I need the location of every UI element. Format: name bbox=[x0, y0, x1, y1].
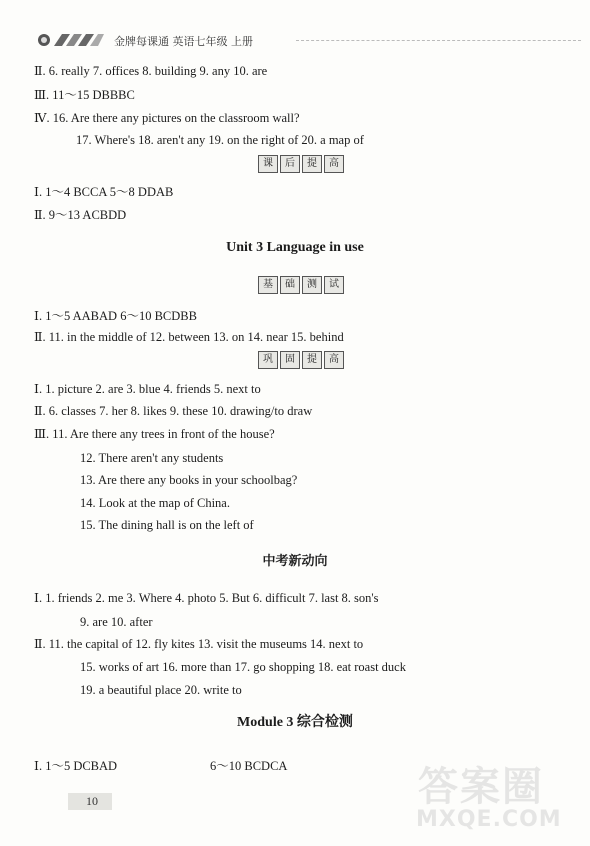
unit-title: Unit 3 Language in use bbox=[226, 240, 364, 255]
badge-char: 提 bbox=[302, 155, 322, 173]
book-title: 金牌每课通 英语七年级 上册 bbox=[114, 35, 253, 48]
section-badge-consolidate bbox=[258, 351, 344, 369]
answer-line: Ⅲ. 11. Are there any trees in front of the house? bbox=[34, 427, 275, 441]
badge-char: 试 bbox=[324, 276, 344, 294]
watermark-url: MXQE.COM bbox=[416, 807, 562, 832]
badge-char: 础 bbox=[280, 276, 300, 294]
badge-char: 提 bbox=[302, 351, 322, 369]
exam-trends-title: 中考新动向 bbox=[262, 554, 328, 569]
answer-line: 15. The dining hall is on the left of bbox=[80, 518, 254, 532]
badge-char: 测 bbox=[302, 276, 322, 294]
answer-line: Ⅲ. 11～15 DBBBC bbox=[34, 88, 135, 102]
answer-line: Ⅰ. 1～5 DCBAD bbox=[34, 759, 118, 773]
answer-line: 15. works of art 16. more than 17. go shopping 18. eat roast duck bbox=[80, 660, 406, 674]
answer-line: Ⅰ. 1. friends 2. me 3. Where 4. photo 5. But 6. difficult 7. last 8. son's bbox=[34, 591, 379, 605]
badge-char: 高 bbox=[324, 155, 344, 173]
answer-line: Ⅰ. 1. picture 2. are 3. blue 4. friends 5. next to bbox=[34, 382, 261, 396]
section-badge-basics bbox=[258, 276, 344, 294]
answer-line: 19. a beautiful place 20. write to bbox=[80, 683, 242, 697]
module-test-title: Module 3 综合检测 bbox=[237, 715, 353, 730]
answer-line: 9. are 10. after bbox=[80, 615, 153, 629]
badge-char: 后 bbox=[280, 155, 300, 173]
badge-char: 固 bbox=[280, 351, 300, 369]
page-number: 10 bbox=[68, 793, 112, 810]
answer-line: Ⅰ. 1～4 BCCA 5～8 DDAB bbox=[34, 185, 174, 199]
page-header bbox=[36, 30, 581, 52]
answer-line: Ⅱ. 9～13 ACBDD bbox=[34, 208, 127, 222]
answer-line: Ⅱ. 11. the capital of 12. fly kites 13. visit the museums 14. next to bbox=[34, 637, 364, 651]
answer-line: 6～10 BCDCA bbox=[210, 759, 288, 773]
badge-char: 基 bbox=[258, 276, 278, 294]
answer-line: Ⅱ. 11. in the middle of 12. between 13. on 14. near 15. behind bbox=[34, 330, 344, 344]
answer-line: Ⅱ. 6. really 7. offices 8. building 9. any 10. are bbox=[34, 64, 268, 78]
watermark bbox=[402, 753, 580, 838]
answer-line: 14. Look at the map of China. bbox=[80, 496, 230, 510]
badge-char: 课 bbox=[258, 155, 278, 173]
answer-line: 17. Where's 18. aren't any 19. on the right of 20. a map of bbox=[76, 133, 364, 147]
section-badge-extension bbox=[258, 155, 344, 173]
answer-line: Ⅱ. 6. classes 7. her 8. likes 9. these 10. drawing/to draw bbox=[34, 404, 313, 418]
book-logo-icon bbox=[36, 32, 106, 48]
answer-line: 12. There aren't any students bbox=[80, 451, 224, 465]
watermark-text: 答案圈 bbox=[418, 764, 544, 810]
answer-line: Ⅰ. 1～5 AABAD 6～10 BCDBB bbox=[34, 309, 197, 323]
badge-char: 高 bbox=[324, 351, 344, 369]
answer-line: Ⅳ. 16. Are there any pictures on the classroom wall? bbox=[34, 111, 300, 125]
badge-char: 巩 bbox=[258, 351, 278, 369]
answer-line: 13. Are there any books in your schoolbag? bbox=[80, 473, 298, 487]
header-rule bbox=[296, 40, 581, 41]
